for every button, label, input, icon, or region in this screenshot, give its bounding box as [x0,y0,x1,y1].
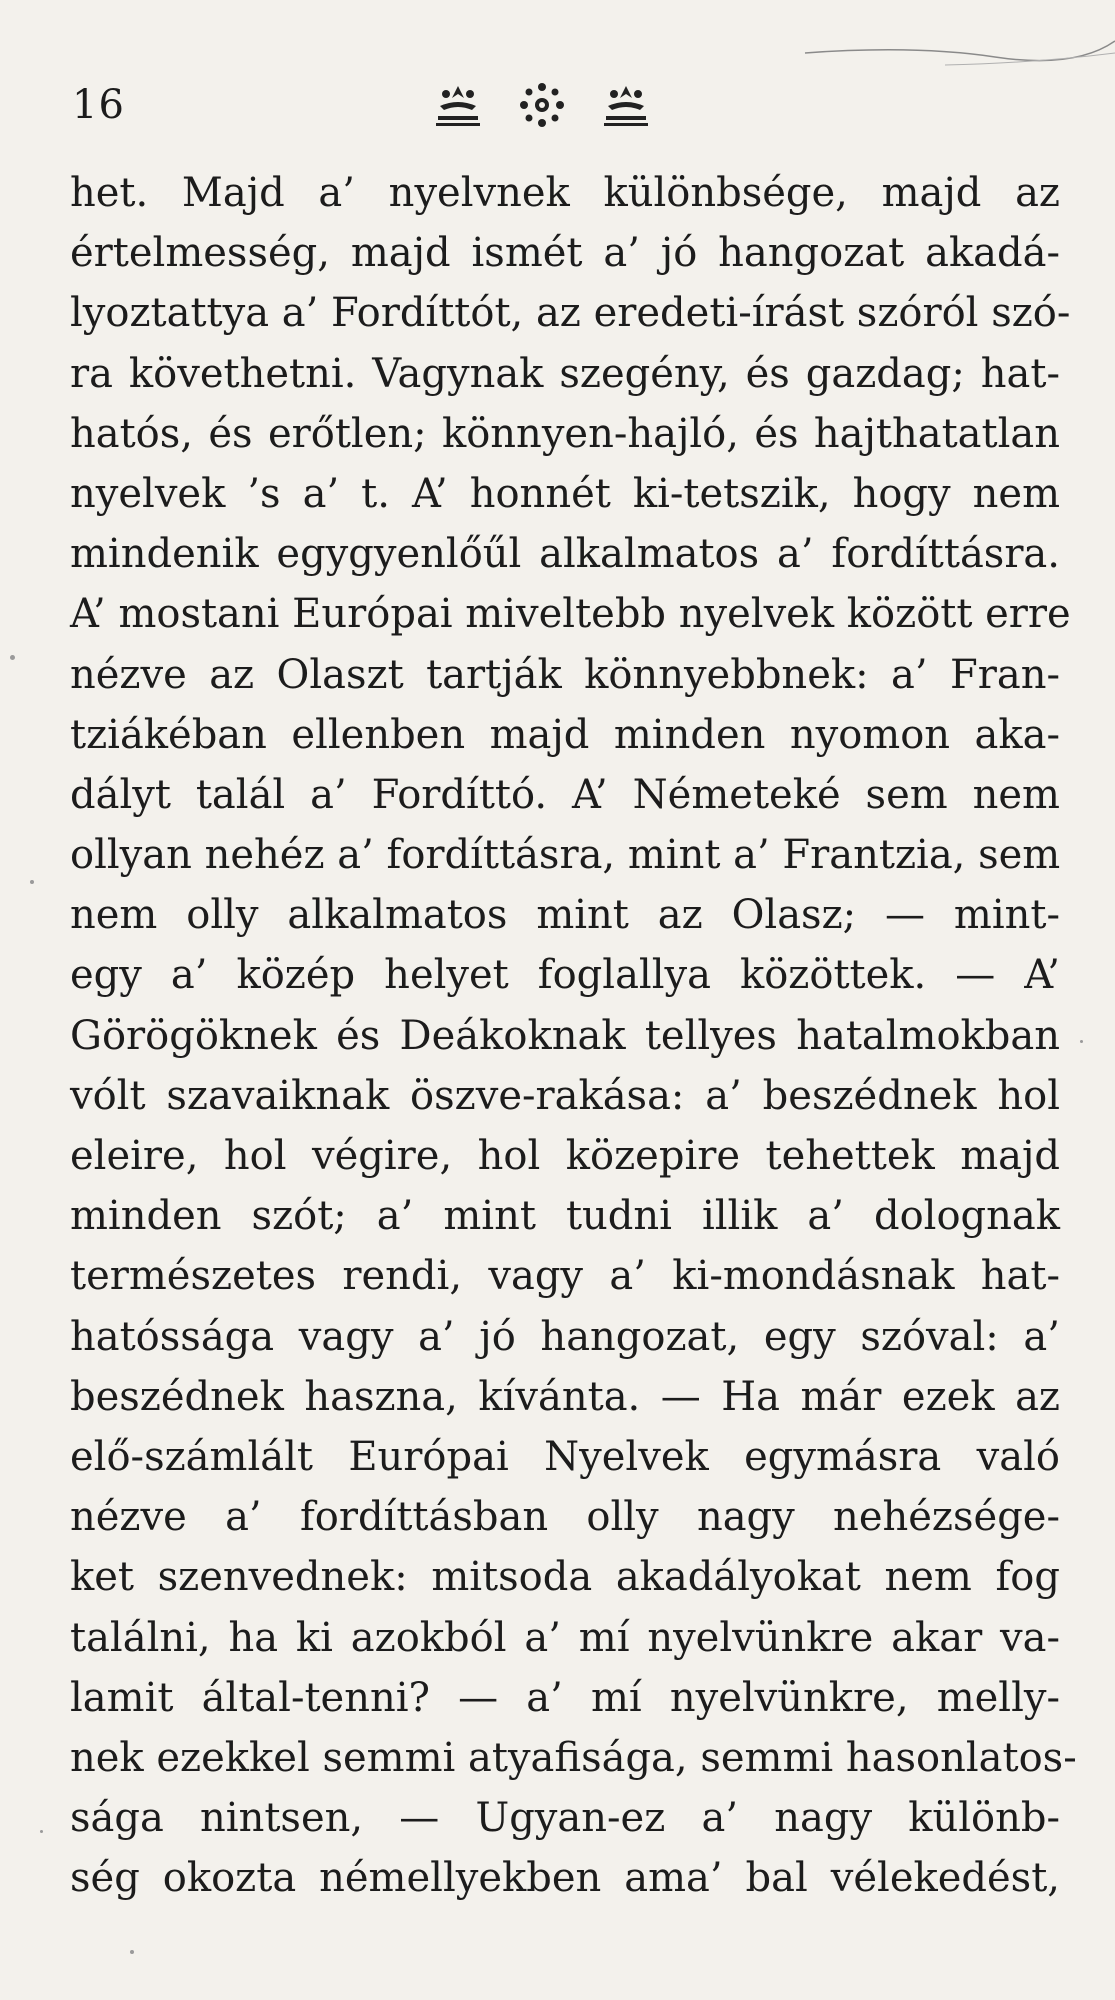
text-line: nézve a’ fordíttásban olly nagy nehézsége- [70,1494,1060,1541]
text-line: nek ezekkel semmi atyafisága, semmi hasonlatos- [70,1734,1077,1781]
flower-ornament-icon [430,80,486,130]
body-text [70,163,1077,1908]
text-line: ket szenvednek: mitsoda akadályokat nem fog [70,1554,1060,1601]
text-line: minden szót; a’ mint tudni illik a’ dolognak [70,1193,1060,1240]
text-line: találni, ha ki azokból a’ mí nyelvünkre akar va- [70,1614,1060,1661]
paper-speckle [1080,1040,1083,1043]
text-line: hatós, és erőtlen; könnyen-hajló, és hajthatatlan [70,410,1060,457]
text-line: vólt szavaiknak öszve-rakása: a’ beszédnek hol [70,1072,1060,1119]
rosette-ornament-icon [514,80,570,130]
text-line: tziákéban ellenben majd minden nyomon aka- [70,711,1060,758]
paper-speckle [40,1830,43,1833]
text-line: természetes rendi, vagy a’ ki-mondásnak hat- [70,1253,1060,1300]
scan-edge-line [795,35,1115,75]
text-line: értelmesség, majd ismét a’ jó hangozat akadá- [70,230,1060,277]
text-line: nyelvek ’s a’ t. A’ honnét ki-tetszik, hogy nem [70,470,1060,517]
text-line: egy a’ közép helyet foglallya közöttek. — A’ [70,952,1060,999]
text-line: lyoztattya a’ Fordíttót, az eredeti-írást szóról szó- [70,290,1071,337]
text-line: hatóssága vagy a’ jó hangozat, egy szóval: a’ [70,1313,1060,1360]
text-line: dályt talál a’ Fordíttó. A’ Németeké sem nem [70,771,1060,818]
paper-speckle [30,880,34,884]
text-line: nézve az Olaszt tartják könnyebbnek: a’ Fran- [70,651,1060,698]
text-line: A’ mostani Európai miveltebb nyelvek között erre [70,591,1071,638]
text-line: sága nintsen, — Ugyan-ez a’ nagy különb- [70,1795,1060,1842]
text-line: eleire, hol végire, hol közepire tehettek majd [70,1133,1060,1179]
text-line: beszédnek haszna, kívánta. — Ha már ezek az [70,1373,1060,1420]
text-line: Görögöknek és Deákoknak tellyes hatalmokban [70,1012,1060,1059]
paper-speckle [10,655,15,660]
text-line: elő-számlált Európai Nyelvek egymásra való [70,1433,1060,1480]
text-line: lamit által-tenni? — a’ mí nyelvünkre, melly- [70,1674,1060,1721]
text-line: ollyan nehéz a’ fordíttásra, mint a’ Frantzia, sem [70,832,1061,879]
text-line: het. Majd a’ nyelvnek különbsége, majd az [70,170,1060,216]
flower-ornament-icon [598,80,654,130]
page-number: 16 [72,82,125,128]
paper-speckle [130,1950,134,1954]
header-ornament [430,80,654,130]
text-line: ra követhetni. Vagynak szegény, és gazdag; hat- [70,350,1060,397]
text-line: nem olly alkalmatos mint az Olasz; — mint- [70,892,1060,939]
text-line: ség okozta némellyekben ama’ bal vélekedést, [70,1855,1060,1902]
text-line: mindenik egygyenlőűl alkalmatos a’ fordíttásra. [70,531,1060,578]
